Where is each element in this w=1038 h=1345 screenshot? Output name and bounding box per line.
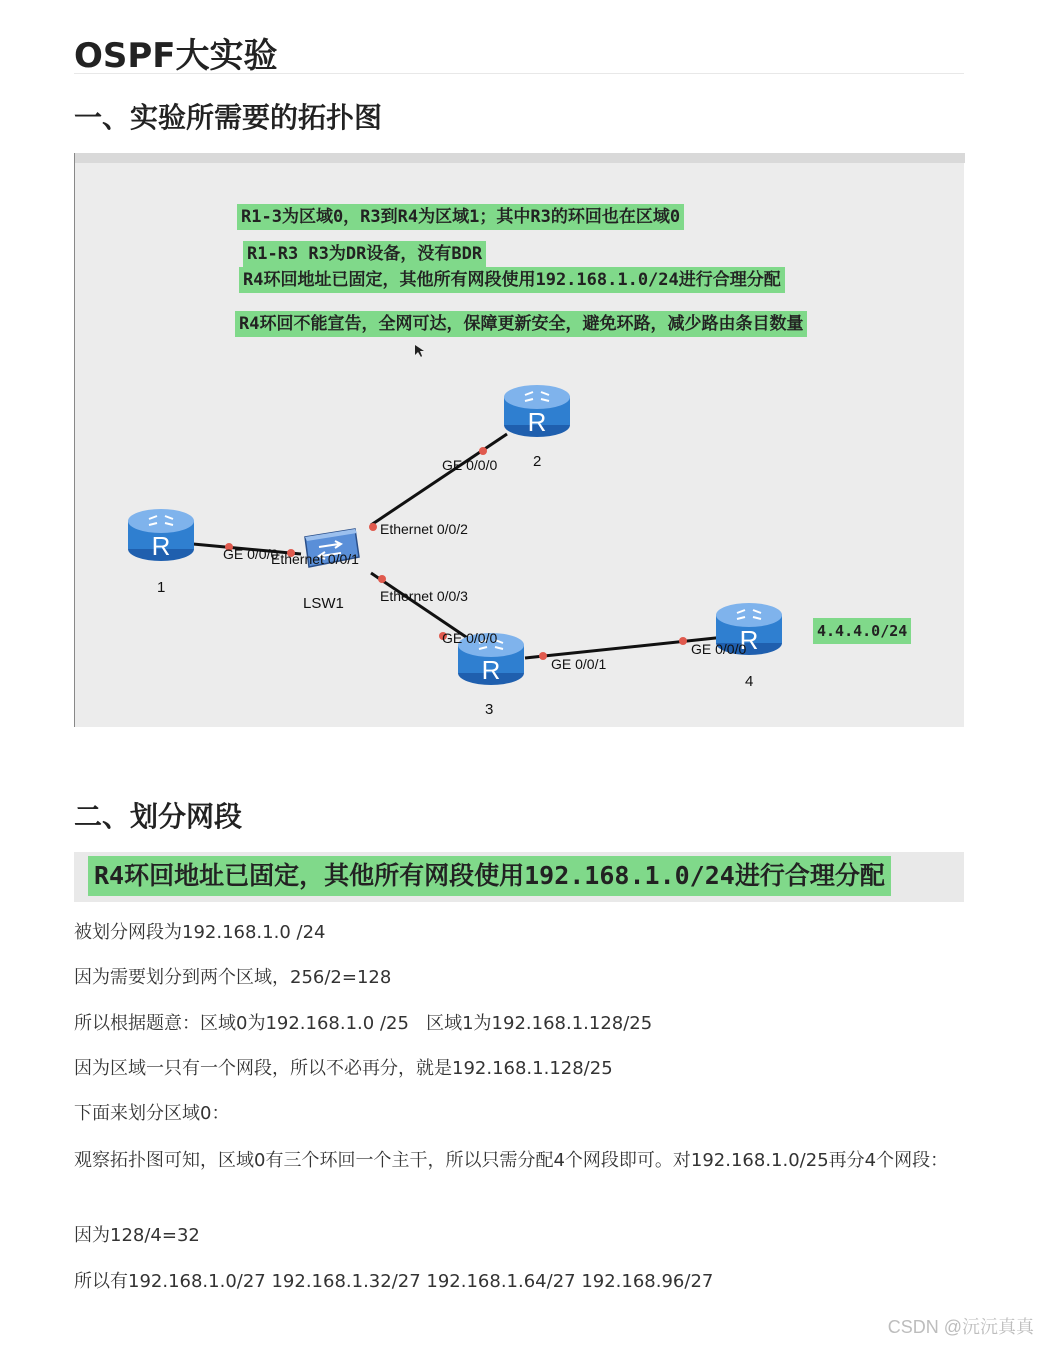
router-number-2: 2 xyxy=(533,453,542,470)
note-addressing: R4环回地址已固定，其他所有网段使用192.168.1.0/24进行合理分配 xyxy=(239,267,785,293)
requirement-highlight: R4环回地址已固定，其他所有网段使用192.168.1.0/24进行合理分配 xyxy=(88,856,891,896)
router-number-1: 1 xyxy=(157,579,166,596)
note-dr: R1-R3 R3为DR设备，没有BDR xyxy=(243,241,486,267)
section-heading-topology: 一、实验所需要的拓扑图 xyxy=(74,101,383,134)
paragraph-6: 观察拓扑图可知，区域0有三个环回一个主干，所以只需分配4个网段即可。对192.168.1.0/25再分4个网段： xyxy=(74,1150,949,1171)
paragraph-7: 因为128/4=32 xyxy=(74,1225,200,1246)
router-number-3: 3 xyxy=(485,701,494,718)
svg-text:R: R xyxy=(151,531,171,561)
paragraph-4: 因为区域一只有一个网段，所以不必再分，就是192.168.1.128/25 xyxy=(74,1058,613,1079)
requirement-image xyxy=(74,852,964,902)
router-icon-1 xyxy=(127,507,195,563)
port-dot-sw2 xyxy=(369,523,377,531)
port-dot-sw3 xyxy=(378,575,386,583)
paragraph-1: 被划分网段为192.168.1.0 /24 xyxy=(74,922,326,943)
topology-image xyxy=(74,153,964,727)
svg-text:R: R xyxy=(739,625,759,655)
svg-text:R: R xyxy=(481,655,501,685)
port-label-sw-e1: Ethernet 0/0/1 xyxy=(271,551,359,567)
paragraph-2: 因为需要划分到两个区域，256/2=128 xyxy=(74,967,392,988)
section-heading-subnetting: 二、划分网段 xyxy=(74,800,243,833)
link-sw-r2 xyxy=(371,434,507,525)
port-label-r4: GE 0/0/0 xyxy=(691,641,747,657)
paragraph-5: 下面来划分区域0： xyxy=(74,1103,230,1124)
note-areas: R1-3为区域0，R3到R4为区域1；其中R3的环回也在区域0 xyxy=(237,204,684,230)
loopback-label: 4.4.4.0/24 xyxy=(813,618,911,644)
router-icon-2 xyxy=(503,383,571,439)
page-title: OSPF大实验 xyxy=(74,28,964,74)
port-label-sw-e3: Ethernet 0/0/3 xyxy=(380,588,468,604)
port-label-r2: GE 0/0/0 xyxy=(442,457,498,473)
paragraph-3: 所以根据题意：区域0为192.168.1.0 /25 区域1为192.168.1.128/25 xyxy=(74,1013,653,1034)
port-dot-r4 xyxy=(679,637,687,645)
switch-name: LSW1 xyxy=(303,595,344,612)
mouse-cursor-icon xyxy=(415,345,424,357)
router-number-4: 4 xyxy=(745,673,754,690)
watermark: CSDN @沅沅真真 xyxy=(887,1317,1034,1337)
port-dot-r2 xyxy=(479,447,487,455)
port-label-r1: GE 0/0/0 xyxy=(223,546,279,562)
port-label-r3-ge1: GE 0/0/1 xyxy=(551,656,607,672)
port-dot-r3b xyxy=(539,652,547,660)
port-label-sw-e2: Ethernet 0/0/2 xyxy=(380,521,468,537)
note-requirements: R4环回不能宣告，全网可达，保障更新安全，避免环路，减少路由条目数量 xyxy=(235,311,807,337)
paragraph-8: 所以有192.168.1.0/27 192.168.1.32/27 192.168.1.64/27 192.168.96/27 xyxy=(74,1271,714,1292)
port-label-r3-ge0: GE 0/0/0 xyxy=(442,630,498,646)
svg-text:R: R xyxy=(527,407,547,437)
